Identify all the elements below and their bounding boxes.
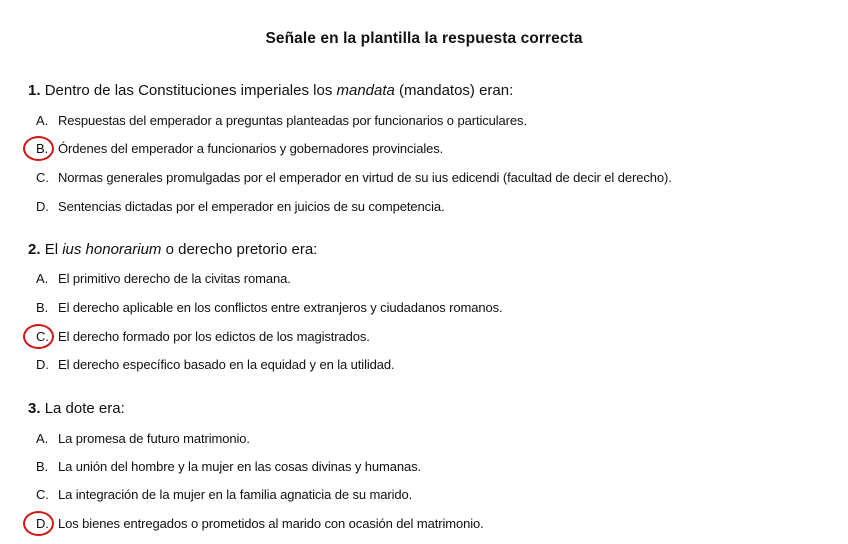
page-title: Señale en la plantilla la respuesta correcta [265,30,583,47]
option-2b[interactable] [36,300,503,315]
option-text: El derecho aplicable en los conflictos entre extranjeros y ciudadanos romanos. [58,300,503,315]
selected-answer-circle-2c [23,324,54,349]
option-letter: B. [36,300,49,315]
option-3a[interactable] [36,431,250,446]
option-2a[interactable] [36,271,291,286]
option-letter: C. [36,170,49,185]
option-1b[interactable] [36,141,443,156]
option-text: Respuestas del emperador a preguntas planteadas por funcionarios o particulares. [58,113,527,128]
option-2c[interactable] [36,329,370,344]
option-3b[interactable] [36,459,421,474]
option-text: La integración de la mujer en la familia agnaticia de su marido. [58,487,413,502]
question-text: El [44,241,59,258]
option-letter: D. [36,516,49,531]
question-text: La dote era: [44,400,125,417]
option-1a[interactable] [36,113,527,128]
option-letter: C. [36,487,49,502]
question-1 [28,82,513,99]
question-3 [28,400,125,417]
option-1c[interactable] [36,170,672,185]
option-letter: A. [36,271,49,286]
option-text: Normas generales promulgadas por el emperador en virtud de su ius edicendi (facultad de decir el derecho). [58,170,672,185]
selected-answer-circle-3d [23,511,54,536]
option-3c[interactable] [36,487,412,502]
option-text: Órdenes del emperador a funcionarios y gobernadores provinciales. [58,141,444,156]
question-number: 3. [28,400,41,417]
option-3d[interactable] [36,516,484,531]
question-text: Dentro de las Constituciones imperiales los [44,82,333,99]
question-text-end: (mandatos) eran: [399,82,514,99]
option-2d[interactable] [36,357,395,372]
option-text: La unión del hombre y la mujer en las cosas divinas y humanas. [58,459,422,474]
option-letter: A. [36,431,49,446]
question-term: mandata [336,82,395,99]
option-letter: A. [36,113,49,128]
option-1d[interactable] [36,199,445,214]
question-term: ius honorarium [62,241,162,258]
question-2 [28,241,317,258]
option-letter: C. [36,329,49,344]
question-number: 2. [28,241,41,258]
question-text-end: o derecho pretorio era: [165,241,318,258]
selected-answer-circle-1b [23,136,54,161]
option-text: Los bienes entregados o prometidos al marido con ocasión del matrimonio. [58,516,484,531]
option-letter: D. [36,199,49,214]
option-letter: D. [36,357,49,372]
option-text: La promesa de futuro matrimonio. [58,431,250,446]
option-text: El derecho formado por los edictos de los magistrados. [58,329,370,344]
option-letter: B. [36,459,49,474]
option-text: El derecho específico basado en la equidad y en la utilidad. [58,357,395,372]
option-letter: B. [36,141,49,156]
question-number: 1. [28,82,41,99]
option-text: Sentencias dictadas por el emperador en juicios de su competencia. [58,199,445,214]
option-text: El primitivo derecho de la civitas romana. [58,271,291,286]
